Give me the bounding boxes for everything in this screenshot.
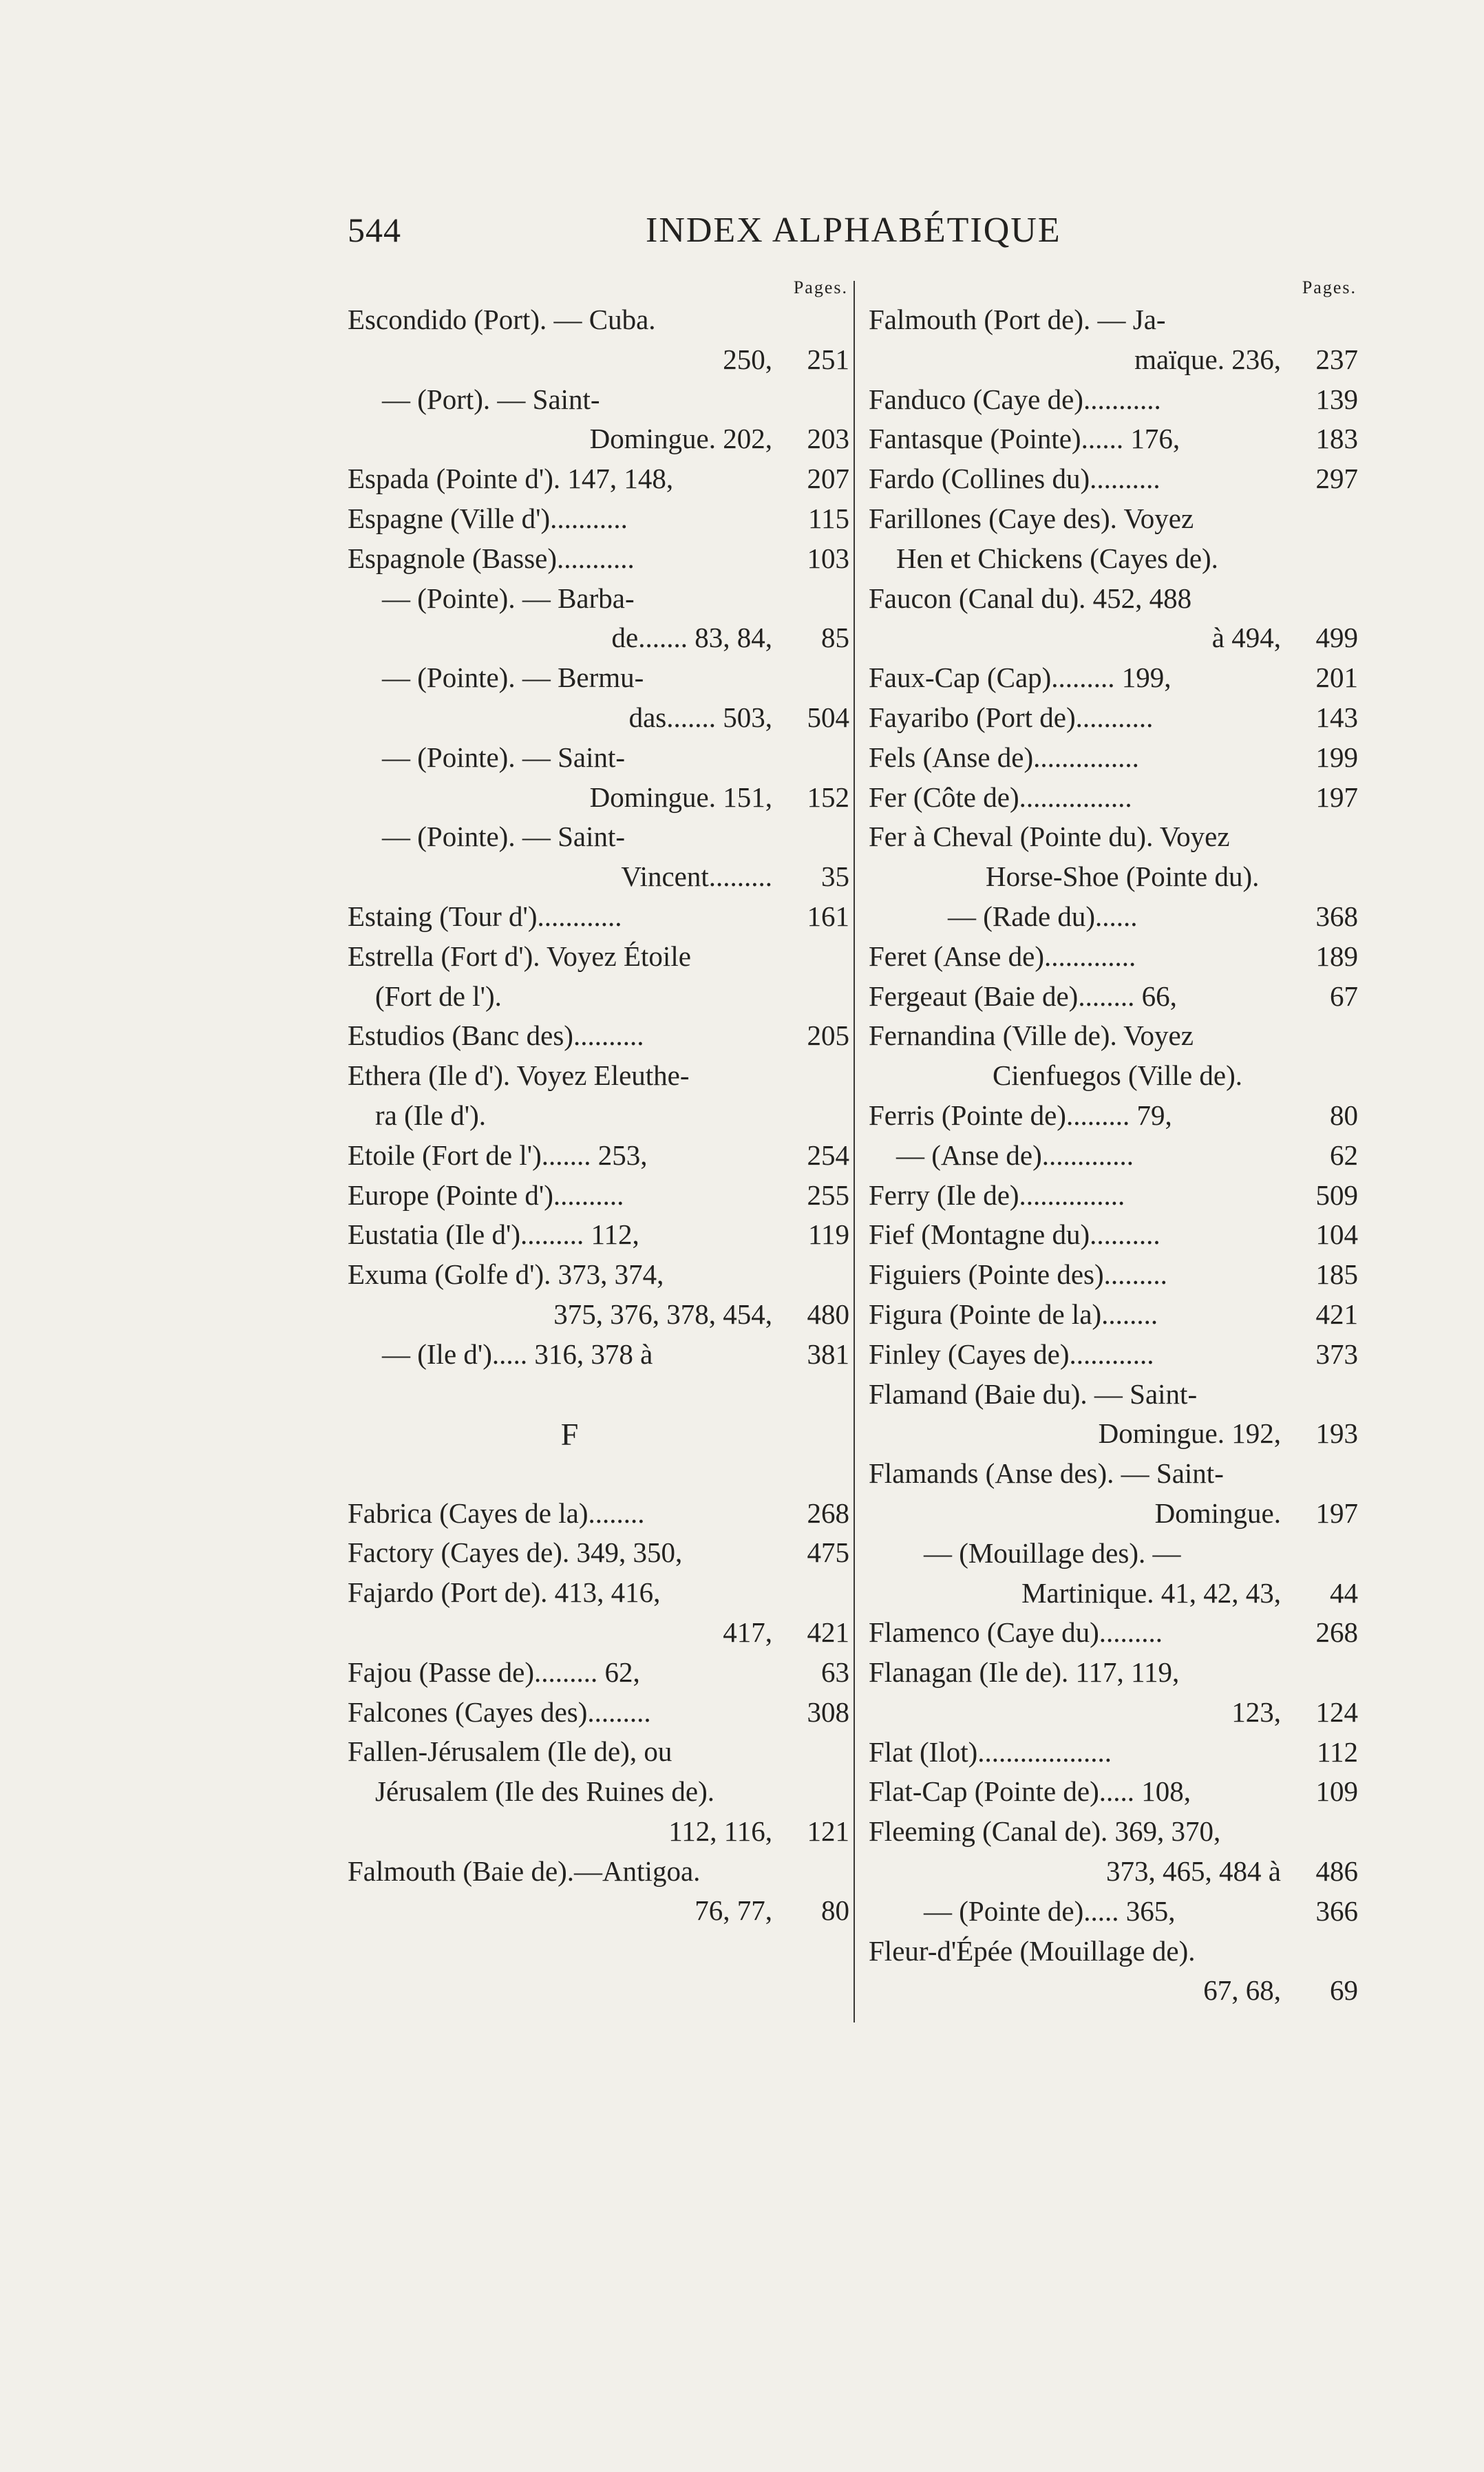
index-entry: Flat-Cap (Pointe de)..... 108, 109 <box>869 1775 1358 1808</box>
index-entry: Domingue. 192, 193 <box>1098 1417 1358 1450</box>
section-letter: F <box>560 1416 579 1452</box>
left-column <box>348 275 854 1931</box>
index-entry: das....... 503, 504 <box>628 701 849 733</box>
index-entry: — (Rade du)...... 368 <box>948 900 1358 932</box>
index-entry: Fels (Anse de)............... 199 <box>869 741 1358 773</box>
index-entry: — (Mouillage des). — <box>924 1536 1181 1569</box>
index-entry: Domingue. 202, 203 <box>589 423 849 455</box>
index-entry: — (Anse de)............. 62 <box>896 1139 1358 1171</box>
index-entry: Fer (Côte de)................ 197 <box>869 781 1358 813</box>
index-entry: Falmouth (Baie de).—Antigoa. <box>348 1855 701 1887</box>
index-entry: Fer à Cheval (Pointe du). Voyez <box>869 821 1230 853</box>
pages-label: Pages. <box>793 277 848 297</box>
index-entry: Fardo (Collines du).......... 297 <box>869 463 1358 495</box>
index-entry: — (Port). — Saint- <box>382 383 600 415</box>
index-entry: Exuma (Golfe d'). 373, 374, <box>348 1258 664 1291</box>
index-entry: — (Ile d')..... 316, 378 à 381 <box>382 1338 849 1370</box>
index-entry: Fleeming (Canal de). 369, 370, <box>869 1815 1221 1848</box>
index-entry: Fernandina (Ville de). Voyez <box>869 1020 1194 1052</box>
index-entry: 373, 465, 484 à 486 <box>1106 1855 1358 1888</box>
index-entry: Fallen-Jérusalem (Ile de), ou <box>348 1735 672 1768</box>
index-entry: Flanagan (Ile de). 117, 119, <box>869 1656 1180 1689</box>
index-entry: Flamands (Anse des). — Saint- <box>869 1457 1224 1490</box>
right-column <box>869 275 1362 2011</box>
index-entry: Flamand (Baie du). — Saint- <box>869 1377 1198 1410</box>
index-entry: Fayaribo (Port de)........... 143 <box>869 701 1358 733</box>
index-entry: Flat (Ilot)................... 112 <box>869 1735 1358 1768</box>
index-entry: Fajou (Passe de)......... 62, 63 <box>348 1656 849 1688</box>
index-entry: Escondido (Port). — Cuba. <box>348 304 656 335</box>
index-entry: Falmouth (Port de). — Ja- <box>869 304 1166 335</box>
index-entry: Faux-Cap (Cap)......... 199, 201 <box>869 662 1358 694</box>
index-entry: (Fort de l'). <box>375 980 502 1012</box>
index-entry: de....... 83, 84, 85 <box>611 622 849 654</box>
index-entry: Martinique. 41, 42, 43, 44 <box>1021 1576 1358 1609</box>
pages-label: Pages. <box>1302 277 1357 297</box>
index-entry: Fantasque (Pointe)...... 176, 183 <box>869 423 1358 455</box>
index-entry: Fanduco (Caye de)........... 139 <box>869 383 1358 415</box>
index-entry: Etoile (Fort de l')....... 253, 254 <box>348 1139 849 1171</box>
index-entry: à 494, 499 <box>1211 622 1358 654</box>
index-entry: Fajardo (Port de). 413, 416, <box>348 1576 661 1609</box>
index-entry: Domingue. 197 <box>1154 1497 1358 1529</box>
index-entry: Cienfuegos (Ville de). <box>993 1059 1243 1092</box>
index-entry: Feret (Anse de)............. 189 <box>869 940 1358 972</box>
index-entry: Farillones (Caye des). Voyez <box>869 502 1194 534</box>
index-entry: Domingue. 151, 152 <box>589 781 849 813</box>
index-entry: Hen et Chickens (Cayes de). <box>896 542 1218 574</box>
index-entry: Fleur-d'Épée (Mouillage de). <box>869 1934 1196 1967</box>
index-entry: 123, 124 <box>1231 1695 1358 1728</box>
index-entry: Ferris (Pointe de)......... 79, 80 <box>869 1099 1358 1131</box>
index-entry: — (Pointe). — Barba- <box>382 582 635 614</box>
index-entry: Europe (Pointe d').......... 255 <box>348 1179 849 1211</box>
page-number: 544 <box>348 211 401 249</box>
index-entry: Horse-Shoe (Pointe du). <box>986 860 1260 893</box>
index-entry: 67, 68, 69 <box>1203 1974 1358 2007</box>
index-entry: ra (Ile d'). <box>375 1099 487 1131</box>
index-entry: — (Pointe). — Saint- <box>382 821 626 853</box>
index-entry: 375, 376, 378, 454, 480 <box>553 1298 849 1330</box>
index-entry: Ferry (Ile de)............... 509 <box>869 1179 1358 1211</box>
index-entry: Vincent......... 35 <box>621 860 849 893</box>
index-entry: — (Pointe). — Saint- <box>382 741 626 773</box>
index-entry: Fabrica (Cayes de la)........ 268 <box>348 1497 849 1529</box>
column-divider <box>854 281 855 2022</box>
index-entry: Faucon (Canal du). 452, 488 <box>869 582 1192 614</box>
index-entry: — (Pointe de)..... 365, 366 <box>924 1894 1358 1927</box>
index-entry: 112, 116, 121 <box>668 1815 849 1847</box>
index-entry: Espagnole (Basse)........... 103 <box>348 542 849 574</box>
index-entry: Eustatia (Ile d')......... 112, 119 <box>348 1218 849 1251</box>
index-entry: Jérusalem (Ile des Ruines de). <box>375 1775 714 1808</box>
index-entry: Falcones (Cayes des)......... 308 <box>348 1695 849 1728</box>
index-entry: 76, 77, 80 <box>695 1894 849 1927</box>
index-entry: Fief (Montagne du).......... 104 <box>869 1218 1358 1251</box>
index-entry: Figura (Pointe de la)........ 421 <box>869 1298 1358 1330</box>
index-entry: 250, 251 <box>723 343 849 375</box>
index-entry: Finley (Cayes de)............ 373 <box>869 1338 1358 1370</box>
index-entry: Ethera (Ile d'). Voyez Eleuthe- <box>348 1059 690 1092</box>
index-entry: Espada (Pointe d'). 147, 148, 207 <box>348 463 849 495</box>
index-entry: maïque. 236, 237 <box>1134 343 1358 375</box>
index-entry: 417, 421 <box>723 1616 849 1648</box>
index-entry: Estaing (Tour d')............ 161 <box>348 900 849 932</box>
index-entry: Estrella (Fort d'). Voyez Étoile <box>348 940 691 972</box>
index-entry: Figuiers (Pointe des)......... 185 <box>869 1258 1358 1291</box>
index-entry: Fergeaut (Baie de)........ 66, 67 <box>869 980 1358 1012</box>
index-entry: — (Pointe). — Bermu- <box>382 662 644 694</box>
index-entry: Flamenco (Caye du)......... 268 <box>869 1616 1358 1649</box>
index-entry: Factory (Cayes de). 349, 350, 475 <box>348 1536 849 1569</box>
page-title: INDEX ALPHABÉTIQUE <box>646 211 1061 250</box>
index-entry: Espagne (Ville d')........... 115 <box>348 502 849 534</box>
index-entry: Estudios (Banc des).......... 205 <box>348 1020 849 1052</box>
